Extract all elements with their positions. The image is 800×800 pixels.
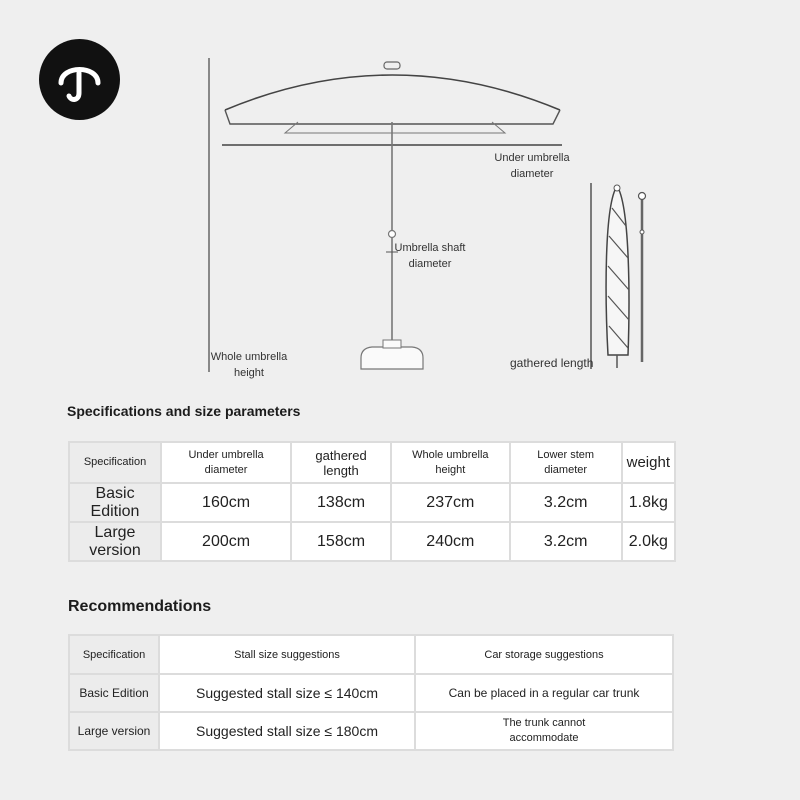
recommendations-table (68, 634, 674, 751)
table-row (70, 523, 674, 560)
table-cell: 2.0kg (623, 523, 674, 560)
table-cell: 240cm (392, 523, 509, 560)
header-cell: Specification (70, 443, 160, 482)
umbrella-height-label: Whole umbrella height (210, 351, 288, 379)
gathered-length-label: gathered length (510, 356, 594, 370)
under-diameter-label: Under umbrella diameter (494, 152, 570, 180)
table-cell: 160cm (162, 484, 290, 521)
table-cell: 200cm (162, 523, 290, 560)
table-header-row (70, 636, 672, 673)
header-cell: Whole umbrella height (392, 443, 509, 482)
shaft-diameter-label: Umbrella shaft diameter (394, 242, 466, 270)
table-cell: 158cm (292, 523, 390, 560)
table-cell: 237cm (392, 484, 509, 521)
table-cell: 3.2cm (511, 523, 621, 560)
table-cell: Suggested stall size ≤ 140cm (160, 675, 414, 711)
header-cell: gathered length (292, 443, 390, 482)
header-cell: Stall size suggestions (160, 636, 414, 673)
specs-title: Specifications and size parameters (67, 403, 301, 419)
table-cell: The trunk cannot accommodate (416, 713, 672, 749)
row-label: Basic Edition (70, 484, 160, 521)
table-cell: 3.2cm (511, 484, 621, 521)
row-label: Large version (70, 713, 158, 749)
header-cell: Under umbrella diameter (162, 443, 290, 482)
header-cell: Car storage suggestions (416, 636, 672, 673)
table-cell: 138cm (292, 484, 390, 521)
header-cell: Lower stem diameter (511, 443, 621, 482)
row-label: Basic Edition (70, 675, 158, 711)
table-row (70, 484, 674, 521)
header-cell: Specification (70, 636, 158, 673)
table-header-row (70, 443, 674, 482)
table-cell: Can be placed in a regular car trunk (416, 675, 672, 711)
table-cell: 1.8kg (623, 484, 674, 521)
row-label: Large version (70, 523, 160, 560)
table-row (70, 713, 672, 749)
table-cell: Suggested stall size ≤ 180cm (160, 713, 414, 749)
recommendations-title: Recommendations (68, 598, 212, 615)
table-row (70, 675, 672, 711)
header-cell: weight (623, 443, 674, 482)
specs-table (68, 441, 676, 562)
